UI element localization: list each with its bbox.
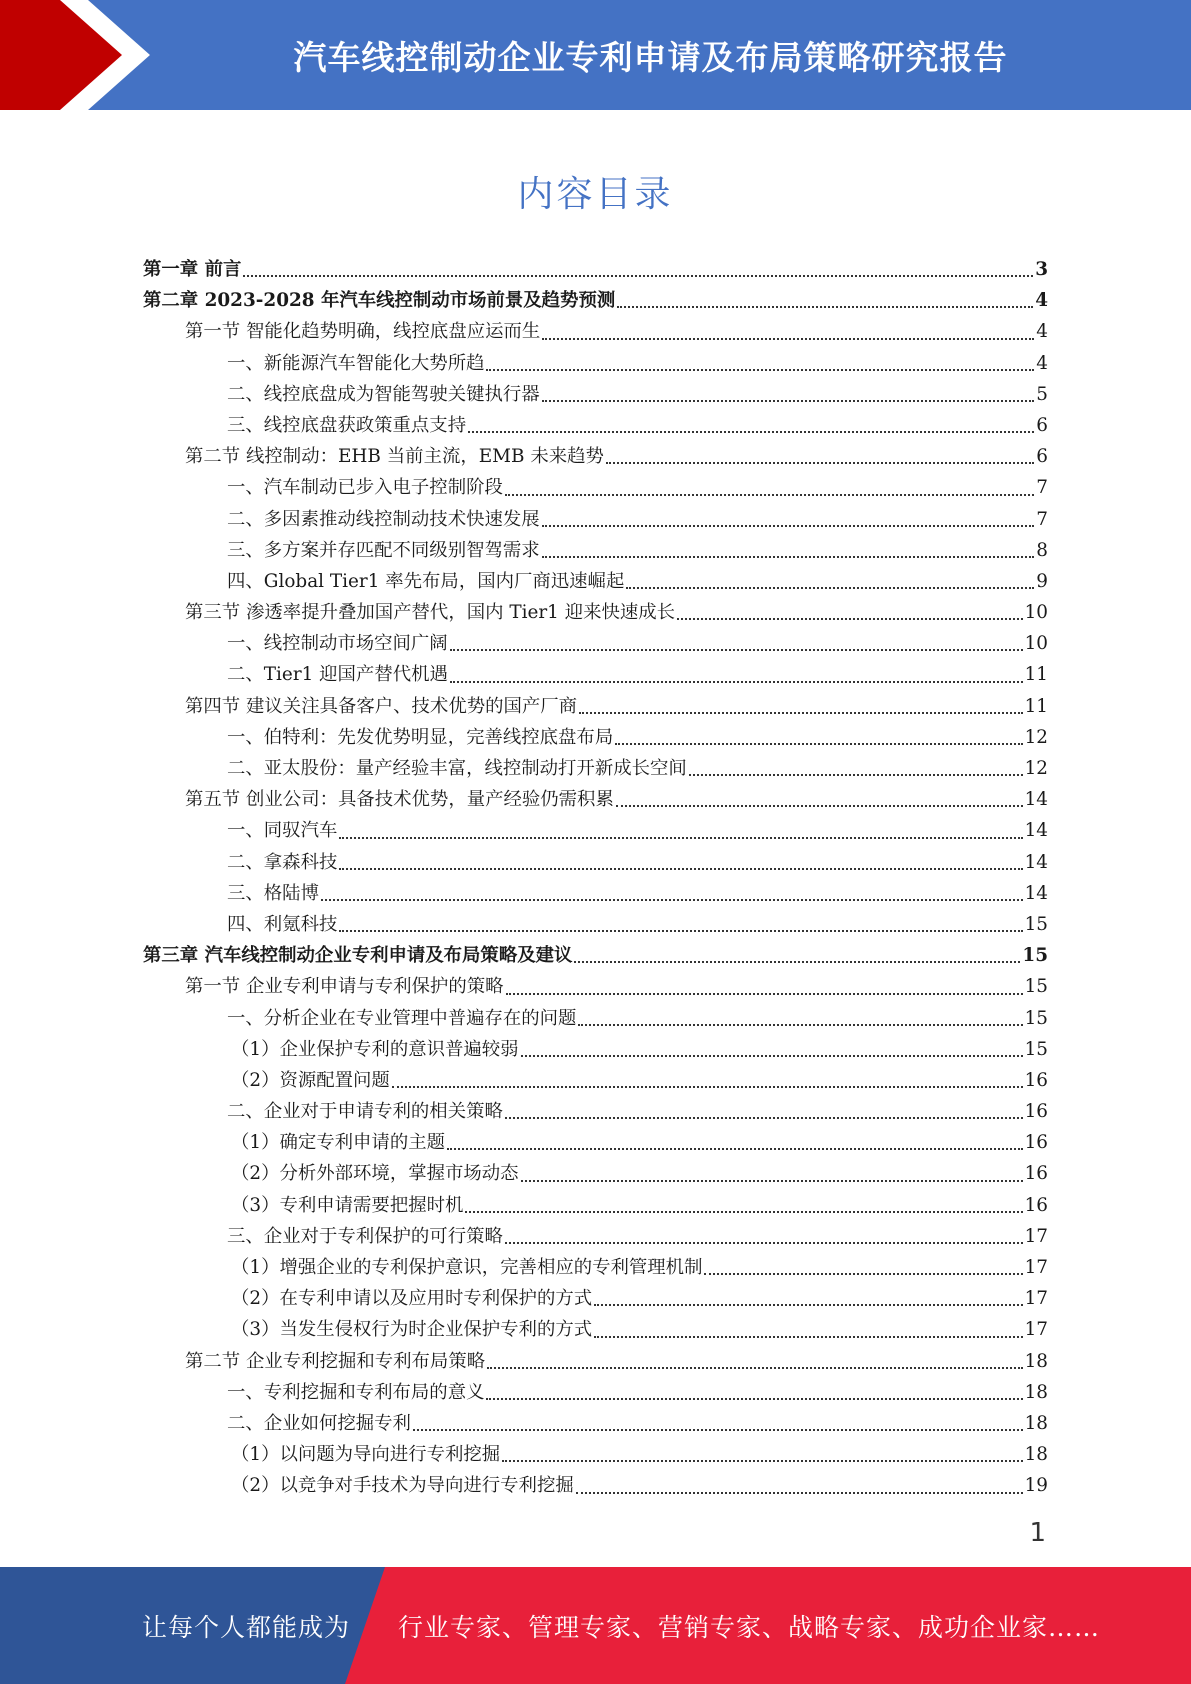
toc-leader-dots [606, 462, 1034, 464]
toc-entry[interactable] [143, 410, 1048, 441]
toc-leader-dots [413, 1429, 1023, 1431]
toc-leader-dots [339, 837, 1022, 839]
toc-entry-label: 一、分析企业在专业管理中普遍存在的问题 [227, 1007, 577, 1029]
toc-entry-page: 18 [1024, 1381, 1048, 1403]
toc-entry-label: （2）资源配置问题 [231, 1069, 390, 1091]
toc-entry-label: 四、利氪科技 [227, 913, 338, 935]
toc-leader-dots [521, 1055, 1023, 1057]
toc-leader-dots [579, 712, 1023, 714]
toc-entry-label: 第二章 2023-2028 年汽车线控制动市场前景及趋势预测 [143, 290, 616, 312]
toc-entry-page: 15 [1024, 913, 1048, 935]
toc-entry-page: 16 [1024, 1101, 1048, 1123]
toc-entry-page: 12 [1024, 758, 1048, 779]
toc-leader-dots [505, 494, 1034, 496]
toc-entry[interactable] [143, 566, 1048, 597]
toc-leader-dots [468, 431, 1034, 433]
toc-leader-dots [542, 338, 1034, 340]
toc-leader-dots [574, 961, 1020, 963]
toc-entry-label: （1）企业保护专利的意识普遍较弱 [231, 1038, 519, 1060]
toc-entry-label: 二、Tier1 迎国产替代机遇 [227, 664, 448, 686]
toc-entry-page: 17 [1024, 1225, 1048, 1247]
toc-entry-label: 第三章 汽车线控制动企业专利申请及布局策略及建议 [143, 945, 573, 967]
toc-entry-page: 10 [1024, 602, 1048, 624]
toc-entry-label: 二、亚太股份：量产经验丰富，线控制动打开新成长空间 [227, 758, 687, 779]
toc-entry-label: 二、线控底盘成为智能驾驶关键执行器 [227, 383, 540, 405]
toc-entry-page: 8 [1036, 539, 1048, 561]
toc-leader-dots [505, 1117, 1023, 1119]
toc-leader-dots [626, 587, 1034, 589]
toc-entry[interactable] [143, 784, 1048, 815]
toc-entry[interactable] [143, 441, 1048, 472]
toc-leader-dots [521, 1180, 1023, 1182]
toc-entry-label: 一、线控制动市场空间广阔 [227, 633, 448, 655]
toc-leader-dots [392, 1086, 1023, 1088]
toc-leader-dots [321, 899, 1023, 901]
toc-entry-label: 三、企业对于专利保护的可行策略 [227, 1225, 503, 1247]
toc-entry[interactable] [143, 1470, 1048, 1501]
toc-entry-page: 18 [1024, 1350, 1048, 1372]
report-title: 汽车线控制动企业专利申请及布局策略研究报告 [293, 37, 1008, 77]
toc-leader-dots [243, 275, 1033, 277]
toc-entry-label: 第一章 前言 [143, 259, 242, 280]
toc-entry-label: 第三节 渗透率提升叠加国产替代，国内 Tier1 迎来快速成长 [185, 602, 676, 624]
toc-entry-label: 第二节 企业专利挖掘和专利布局策略 [185, 1350, 486, 1372]
toc-entry-label: 三、格陆博 [227, 882, 319, 904]
toc-entry-label: 一、同驭汽车 [227, 820, 338, 842]
toc-entry[interactable] [143, 379, 1048, 410]
toc-entry-page: 16 [1024, 1069, 1048, 1091]
toc-entry[interactable] [143, 753, 1048, 784]
toc-entry[interactable] [143, 504, 1048, 535]
toc-leader-dots [689, 774, 1023, 776]
toc-entry-page: 15 [1024, 1038, 1048, 1060]
toc-entry-label: 一、汽车制动已步入电子控制阶段 [227, 477, 503, 499]
toc-entry-page: 17 [1024, 1288, 1048, 1310]
toc-entry-label: 二、多因素推动线控制动技术快速发展 [227, 508, 540, 530]
toc-leader-dots [594, 1336, 1022, 1338]
toc-entry[interactable] [143, 1346, 1048, 1377]
toc-entry-page: 7 [1036, 477, 1048, 499]
toc-leader-dots [677, 618, 1023, 620]
toc-leader-dots [594, 1304, 1022, 1306]
toc-entry[interactable] [143, 1034, 1048, 1065]
toc-entry[interactable] [143, 722, 1048, 753]
toc-leader-dots [486, 1398, 1022, 1400]
toc-entry-label: 第一节 智能化趋势明确，线控底盘应运而生 [185, 321, 541, 343]
toc-entry[interactable] [143, 254, 1048, 285]
toc-entry-label: 二、企业对于申请专利的相关策略 [227, 1101, 503, 1123]
toc-entry[interactable] [143, 348, 1048, 379]
toc-entry-page: 15 [1024, 1007, 1048, 1029]
toc-entry[interactable] [143, 1190, 1048, 1221]
toc-entry-label: 第五节 创业公司：具备技术优势，量产经验仍需积累 [185, 789, 614, 811]
toc-entry[interactable] [143, 1158, 1048, 1189]
toc-entry-page: 14 [1024, 789, 1048, 811]
toc-entry-label: 一、新能源汽车智能化大势所趋 [227, 352, 485, 374]
toc-entry-page: 12 [1024, 726, 1048, 748]
toc-entry-label: 二、拿森科技 [227, 851, 338, 873]
toc-entry[interactable] [143, 1408, 1048, 1439]
toc-entry-label: 四、Global Tier1 率先布局，国内厂商迅速崛起 [227, 570, 625, 592]
toc-entry-page: 10 [1024, 633, 1048, 655]
toc-entry[interactable] [143, 628, 1048, 659]
toc-entry-label: （1）以问题为导向进行专利挖掘 [231, 1444, 501, 1466]
header-banner [0, 0, 1191, 110]
toc-entry[interactable] [143, 1003, 1048, 1034]
toc-entry-page: 6 [1036, 414, 1048, 436]
toc-entry-page: 18 [1024, 1444, 1048, 1466]
toc-leader-dots [578, 1024, 1022, 1026]
toc-entry-label: （1）确定专利申请的主题 [231, 1132, 445, 1154]
toc-entry-page: 15 [1024, 976, 1048, 998]
toc-entry[interactable] [143, 472, 1048, 503]
toc-leader-dots [542, 525, 1035, 527]
footer-banner [0, 1567, 1191, 1684]
toc-leader-dots [447, 1148, 1023, 1150]
toc-entry-label: 一、专利挖掘和专利布局的意义 [227, 1381, 485, 1403]
footer-slogan-right: 行业专家、管理专家、营销专家、战略专家、成功企业家…… [398, 1612, 1101, 1642]
toc-entry[interactable] [143, 1096, 1048, 1127]
toc-entry[interactable] [143, 691, 1048, 722]
toc-leader-dots [450, 681, 1023, 683]
toc-entry[interactable] [143, 659, 1048, 690]
toc-entry[interactable] [143, 1127, 1048, 1158]
toc-entry[interactable] [143, 1377, 1048, 1408]
toc-entry-page: 14 [1024, 851, 1048, 873]
toc-entry-page: 4 [1035, 290, 1048, 312]
toc-entry-label: 一、伯特利：先发优势明显，完善线控底盘布局 [227, 726, 614, 748]
toc-leader-dots [502, 1460, 1022, 1462]
footer-slogan-left: 让每个人都能成为 [142, 1612, 351, 1642]
toc-leader-dots [465, 1211, 1022, 1213]
toc-leader-dots [487, 1367, 1022, 1369]
toc-entry[interactable] [143, 1314, 1048, 1345]
toc-leader-dots [486, 369, 1034, 371]
toc-entry-label: 第一节 企业专利申请与专利保护的策略 [185, 976, 504, 998]
toc-entry[interactable] [143, 909, 1048, 940]
toc-title: 内容目录 [517, 174, 674, 215]
toc-leader-dots [505, 1242, 1023, 1244]
toc-entry[interactable] [143, 878, 1048, 909]
toc-entry-label: （3）专利申请需要把握时机 [231, 1194, 464, 1216]
toc-entry-page: 9 [1036, 570, 1048, 592]
toc-leader-dots [616, 805, 1023, 807]
toc-entry-label: （2）在专利申请以及应用时专利保护的方式 [231, 1288, 593, 1310]
toc-entry-page: 3 [1035, 259, 1048, 280]
toc-entry[interactable] [143, 1252, 1048, 1283]
toc-entry-page: 5 [1036, 383, 1048, 405]
toc-entry-page: 7 [1036, 508, 1048, 530]
toc-leader-dots [617, 306, 1033, 308]
toc-leader-dots [615, 743, 1022, 745]
toc-entry-page: 19 [1024, 1475, 1048, 1497]
toc-entry-page: 14 [1024, 820, 1048, 842]
toc-entry-label: 二、企业如何挖掘专利 [227, 1412, 411, 1434]
toc-entry-label: 第二节 线控制动：EHB 当前主流，EMB 未来趋势 [185, 446, 604, 468]
toc-leader-dots [542, 400, 1035, 402]
toc-entry[interactable] [143, 847, 1048, 878]
toc-entry[interactable] [143, 1439, 1048, 1470]
toc-entry-page: 17 [1024, 1257, 1048, 1278]
toc-entry-page: 17 [1024, 1319, 1048, 1341]
toc-entry-page: 4 [1036, 321, 1048, 343]
toc-entry[interactable] [143, 597, 1048, 628]
toc-entry-label: （3）当发生侵权行为时企业保护专利的方式 [231, 1319, 593, 1341]
toc-entry-page: 16 [1024, 1132, 1048, 1154]
toc-entry-label: （2）分析外部环境，掌握市场动态 [231, 1163, 519, 1185]
toc-entry-label: 第四节 建议关注具备客户、技术优势的国产厂商 [185, 695, 578, 717]
toc-entry-label: 三、多方案并存匹配不同级别智驾需求 [227, 539, 540, 561]
toc-entry[interactable] [143, 940, 1048, 971]
toc-entry[interactable] [143, 1283, 1048, 1314]
toc-entry[interactable] [143, 535, 1048, 566]
toc-leader-dots [506, 993, 1023, 995]
toc-leader-dots [704, 1273, 1022, 1275]
toc-entry-label: （1）增强企业的专利保护意识，完善相应的专利管理机制 [231, 1257, 703, 1278]
toc-leader-dots [576, 1492, 1023, 1494]
toc-leader-dots [542, 556, 1035, 558]
toc-entry-page: 11 [1024, 664, 1048, 686]
toc-entry-page: 18 [1024, 1412, 1048, 1434]
toc-entry-label: 三、线控底盘获政策重点支持 [227, 414, 467, 436]
page-number: 1 [1029, 1518, 1046, 1548]
toc-entry[interactable] [143, 285, 1048, 316]
toc-leader-dots [339, 868, 1022, 870]
toc-entry-page: 4 [1036, 352, 1048, 374]
toc-entry-page: 16 [1024, 1163, 1048, 1185]
toc-leader-dots [450, 649, 1023, 651]
toc-entry-page: 11 [1024, 695, 1048, 717]
toc-entry-page: 15 [1022, 945, 1048, 967]
toc-entry[interactable] [143, 971, 1048, 1002]
toc-entry[interactable] [143, 815, 1048, 846]
table-of-contents [143, 254, 1048, 1502]
toc-leader-dots [339, 930, 1022, 932]
toc-entry-page: 14 [1024, 882, 1048, 904]
toc-entry-page: 6 [1036, 446, 1048, 468]
toc-entry-page: 16 [1024, 1194, 1048, 1216]
toc-entry[interactable] [143, 1221, 1048, 1252]
toc-entry-label: （2）以竞争对手技术为导向进行专利挖掘 [231, 1475, 574, 1497]
toc-entry[interactable] [143, 316, 1048, 347]
toc-entry[interactable] [143, 1065, 1048, 1096]
